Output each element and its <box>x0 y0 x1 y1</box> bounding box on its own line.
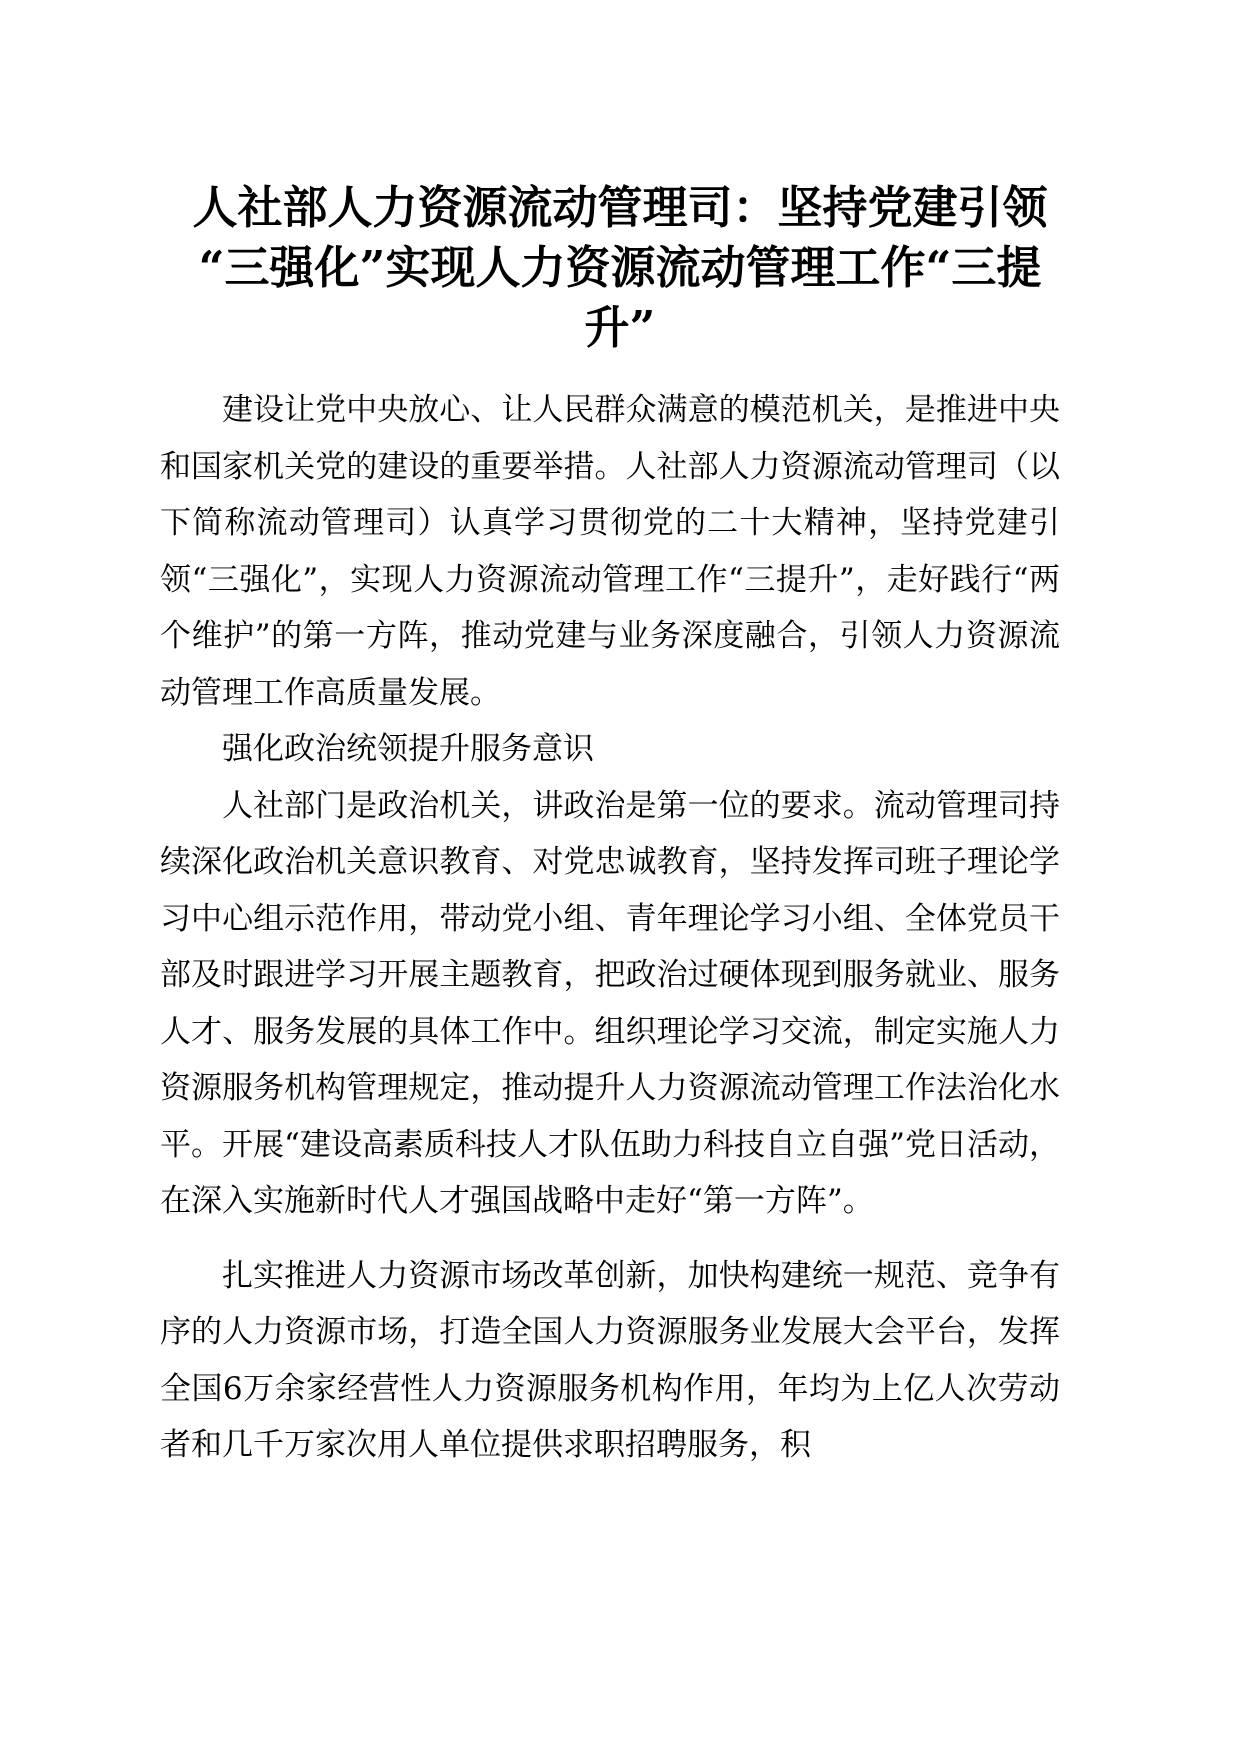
title-line-1: 人社部人力资源流动管理司：坚持党建引领 <box>192 181 1048 234</box>
title-line-3: 升” <box>584 301 656 354</box>
paragraph-intro: 建设让党中央放心、让人民群众满意的模范机关，是推进中央和国家机关党的建设的重要举措。人社部人力资源流动管理司（以下简称流动管理司）认真学习贯彻党的二十大精神，坚持党建引领“三强化”，实现人力资源流动管理工作“三提升”，走好践行“两个维护”的第一方阵，推动党建与业务深度融合，引领人力资源流动管理工作高质量发展。 <box>160 392 1060 711</box>
document-body <box>160 382 1060 1474</box>
section-heading: 强化政治统领提升服务意识 <box>222 731 594 767</box>
paragraph-market-reform: 扎实推进人力资源市场改革创新，加快构建统一规范、竞争有序的人力资源市场，打造全国人力资源服务业发展大会平台，发挥全国6万余家经营性人力资源服务机构作用，年均为上亿人次劳动者和几千万家次用人单位提供求职招聘服务，积 <box>160 1257 1060 1463</box>
paragraph-political: 人社部门是政治机关，讲政治是第一位的要求。流动管理司持续深化政治机关意识教育、对党忠诚教育，坚持发挥司班子理论学习中心组示范作用，带动党小组、青年理论学习小组、全体党员干部及时跟进学习开展主题教育，把政治过硬体现到服务就业、服务人才、服务发展的具体工作中。组织理论学习交流，制定实施人力资源服务机构管理规定，推动提升人力资源流动管理工作法治化水平。开展“建设高素质科技人才队伍助力科技自立自强”党日活动，在深入实施新时代人才强国战略中走好“第一方阵”。 <box>160 787 1060 1219</box>
title-line-2: “三强化”实现人力资源流动管理工作“三提 <box>198 241 1042 294</box>
document-title <box>140 178 1100 358</box>
